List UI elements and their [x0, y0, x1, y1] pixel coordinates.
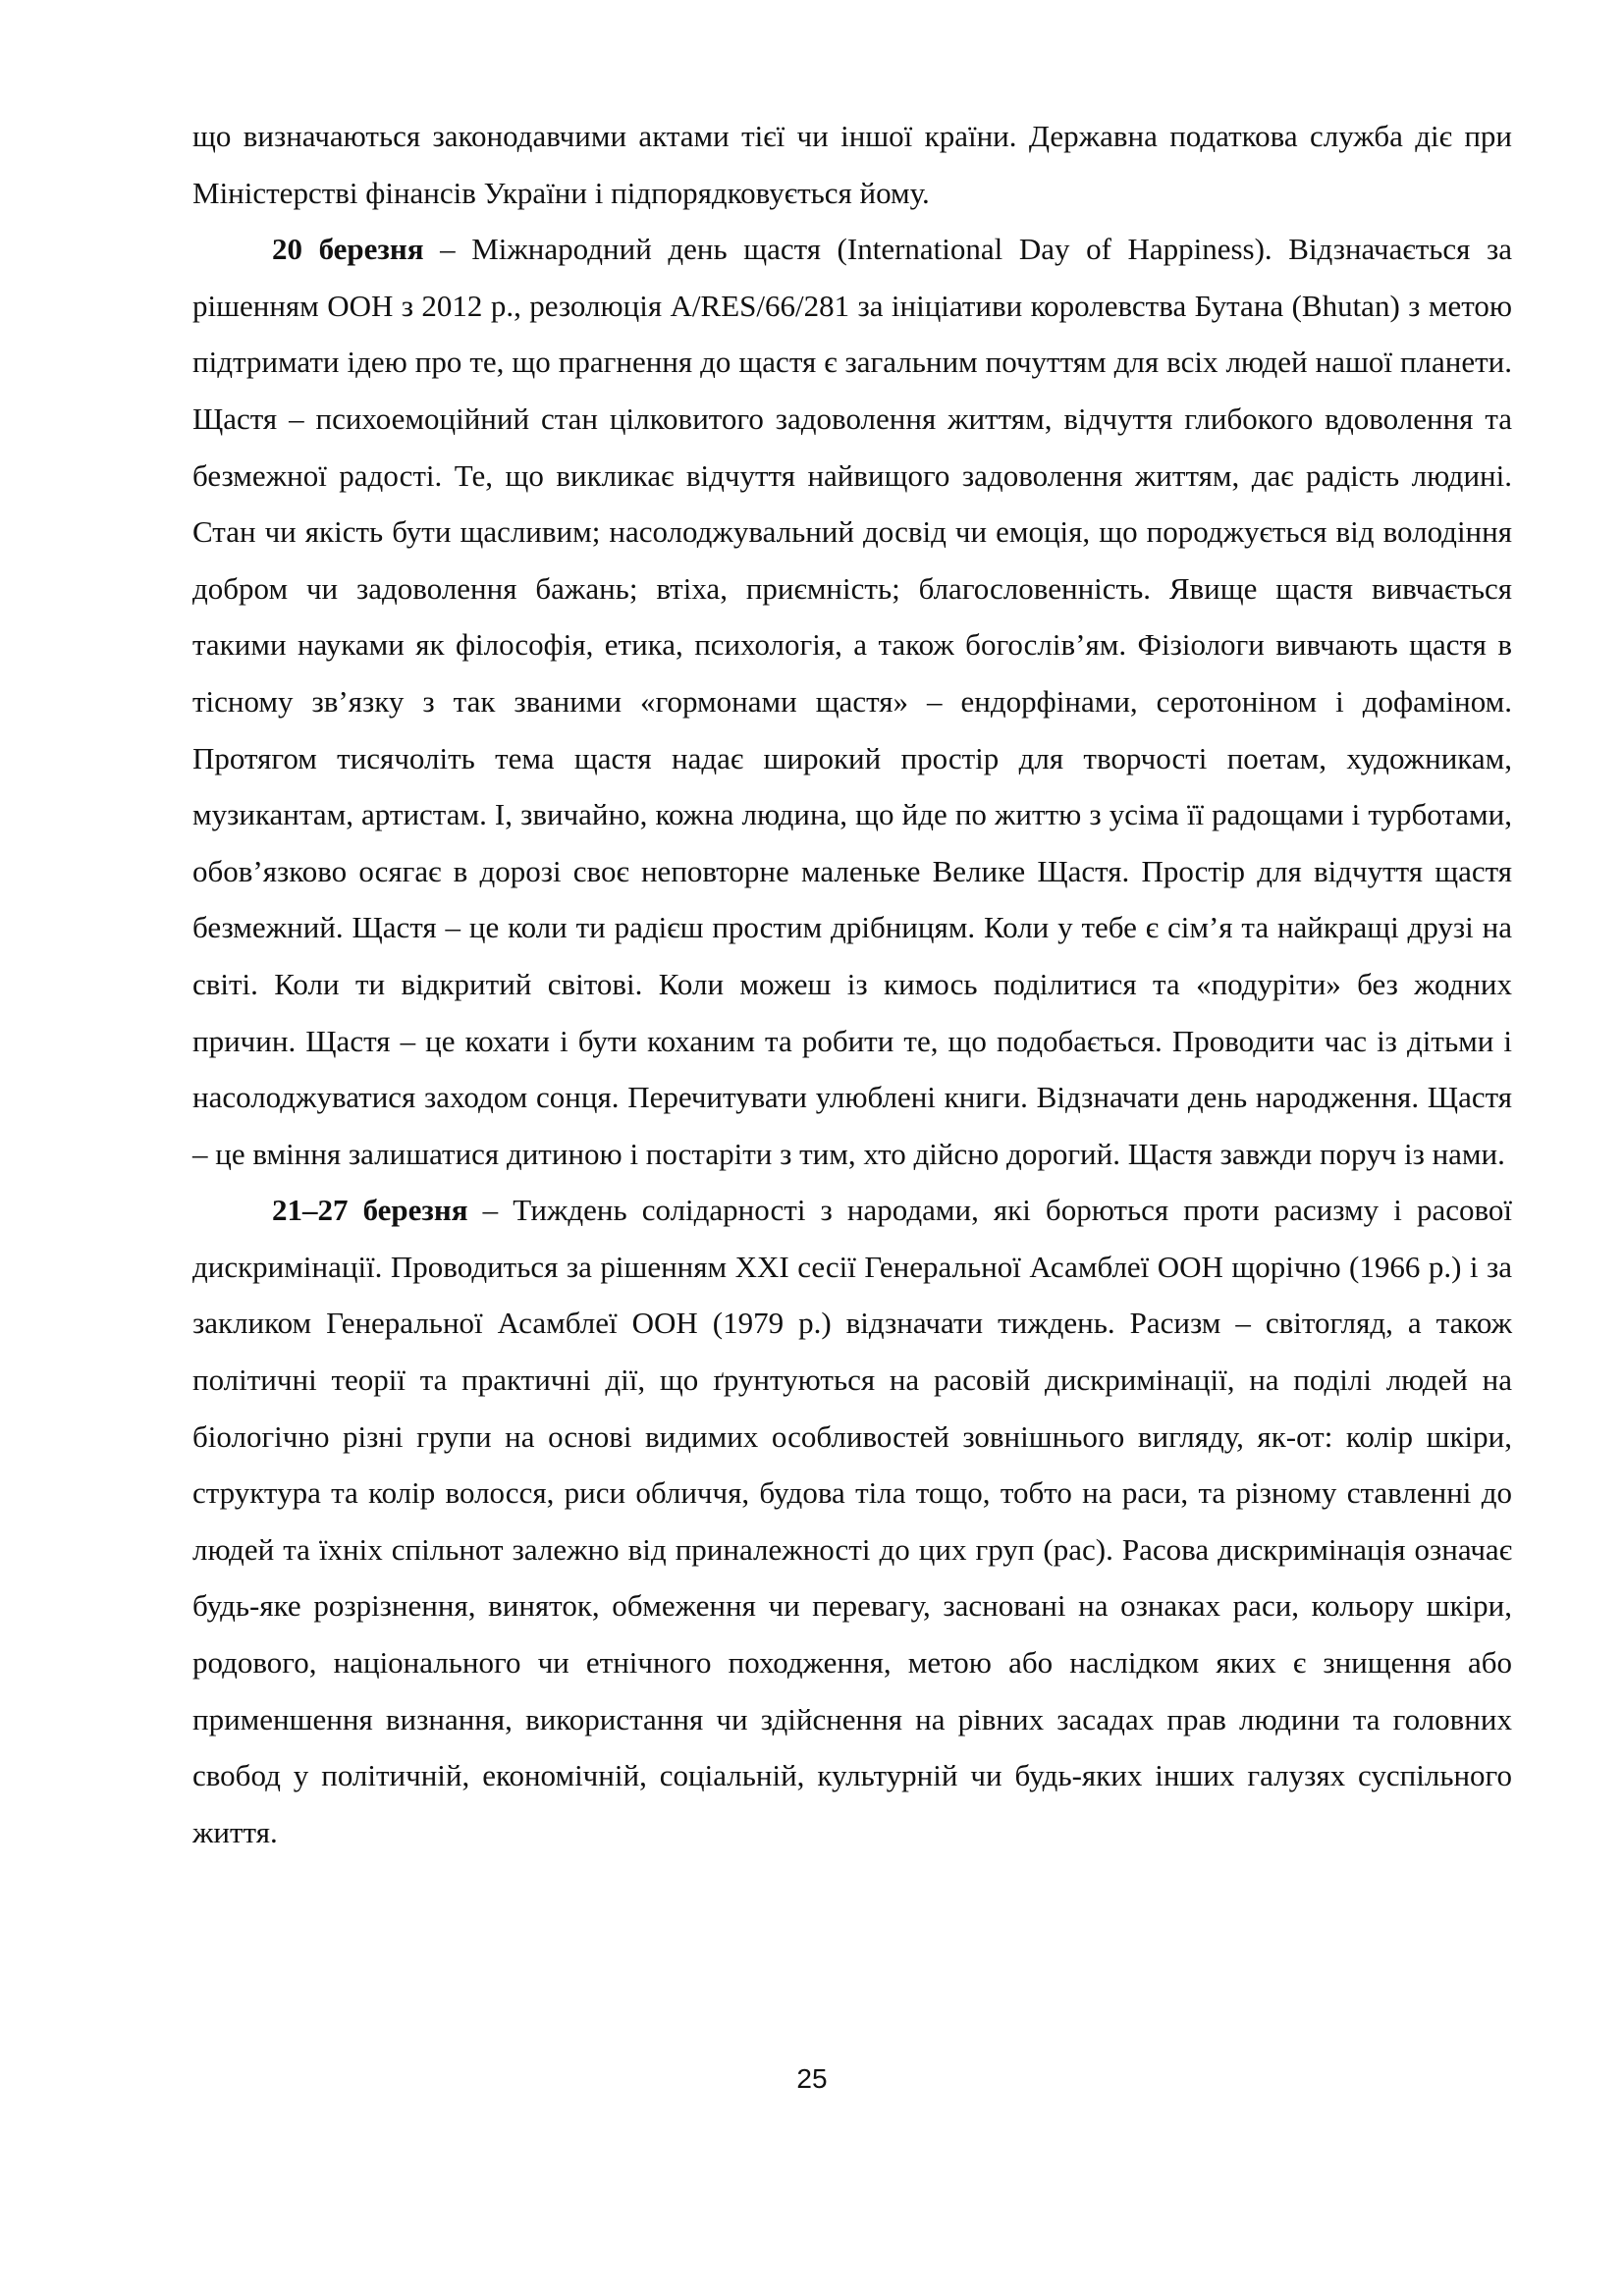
date-heading: 20 березня: [272, 232, 424, 267]
document-page: [192, 108, 1512, 1860]
page-number: 25: [796, 2063, 828, 2094]
paragraph-text: – Міжнародний день щастя (International Day of Happiness). Відзначається за рішенням ООН з 2012 р., резолюція A/RES/66/281 за ініціативи королевства Бутана (Bhutan) з метою підтримати ідею про те, що прагнення до щастя є загальним почуттям для всіх людей нашої планети. Щастя – психоемоційний стан цілковитого задоволення життям, відчуття глибокого вдоволення та безмежної радості. Те, що викликає відчуття найвищого задоволення життям, дає радість людині. Стан чи якість бути щасливим; насолоджувальний досвід чи емоція, що породжується від володіння добром чи задоволення бажань; втіха, приємність; благословенність. Явище щастя вивчається такими науками як філософія, етика, психологія, а також богослів’ям. Фізіологи вивчають щастя в тісному зв’язку з так званими «гормонами щастя» – ендорфінами, серотоніном і дофаміном. Протягом тисячоліть тема щастя надає широкий простір для творчості поетам, художникам, музикантам, артистам. І, звичайно, кожна людина, що йде по життю з усіма її радощами і турботами, обов’язково осягає в дорозі своє неповторне маленьке Велике Щастя. Простір для відчуття щастя безмежний. Щастя – це коли ти радієш простим дрібницям. Коли у тебе є сім’я та найкращі друзі на світі. Коли ти відкритий світові. Коли можеш із кимось поділитися та «подуріти» без жодних причин. Щастя – це кохати і бути коханим та робити те, що подобається. Проводити час із дітьми і насолоджуватися заходом сонця. Перечитувати улюблені книги. Відзначати день народження. Щастя – це вміння залишатися дитиною і постаріти з тим, хто дійсно дорогий. Щастя завжди поруч із нами.: [192, 232, 1512, 1171]
paragraph-text: – Тиждень солідарності з народами, які борються проти расизму і расової дискримінації. Проводиться за рішенням XXI сесії Генеральної Асамблеї ООН щорічно (1966 р.) і за закликом Генеральної Асамблеї ООН (1979 р.) відзначати тиждень. Расизм – світогляд, а також політичні теорії та практичні дії, що ґрунтуються на расовій дискримінації, на поділі людей на біологічно різні групи на основі видимих особливостей зовнішнього вигляду, як-от: колір шкіри, структура та колір волосся, риси обличчя, будова тіла тощо, тобто на раси, та різному ставленні до людей та їхніх спільнот залежно від приналежності до цих груп (рас). Расова дискримінація означає будь-яке розрізнення, виняток, обмеження чи перевагу, засновані на ознаках раси, кольору шкіри, родового, національного чи етнічного походження, метою або наслідком яких є знищення або применшення визнання, використання чи здійснення на рівних засадах прав людини та головних свобод у політичній, економічній, соціальній, культурній чи будь-яких інших галузях суспільного життя.: [192, 1193, 1512, 1849]
paragraph-continued: [192, 108, 1512, 221]
paragraph-text: що визначаються законодавчими актами тієї чи іншої країни. Державна податкова служба діє при Міністерстві фінансів України і підпорядковується йому.: [192, 119, 1512, 210]
date-heading: 21–27 березня: [272, 1193, 468, 1228]
paragraph-happiness-day: [192, 221, 1512, 1182]
paragraph-racism-week: [192, 1182, 1512, 1860]
